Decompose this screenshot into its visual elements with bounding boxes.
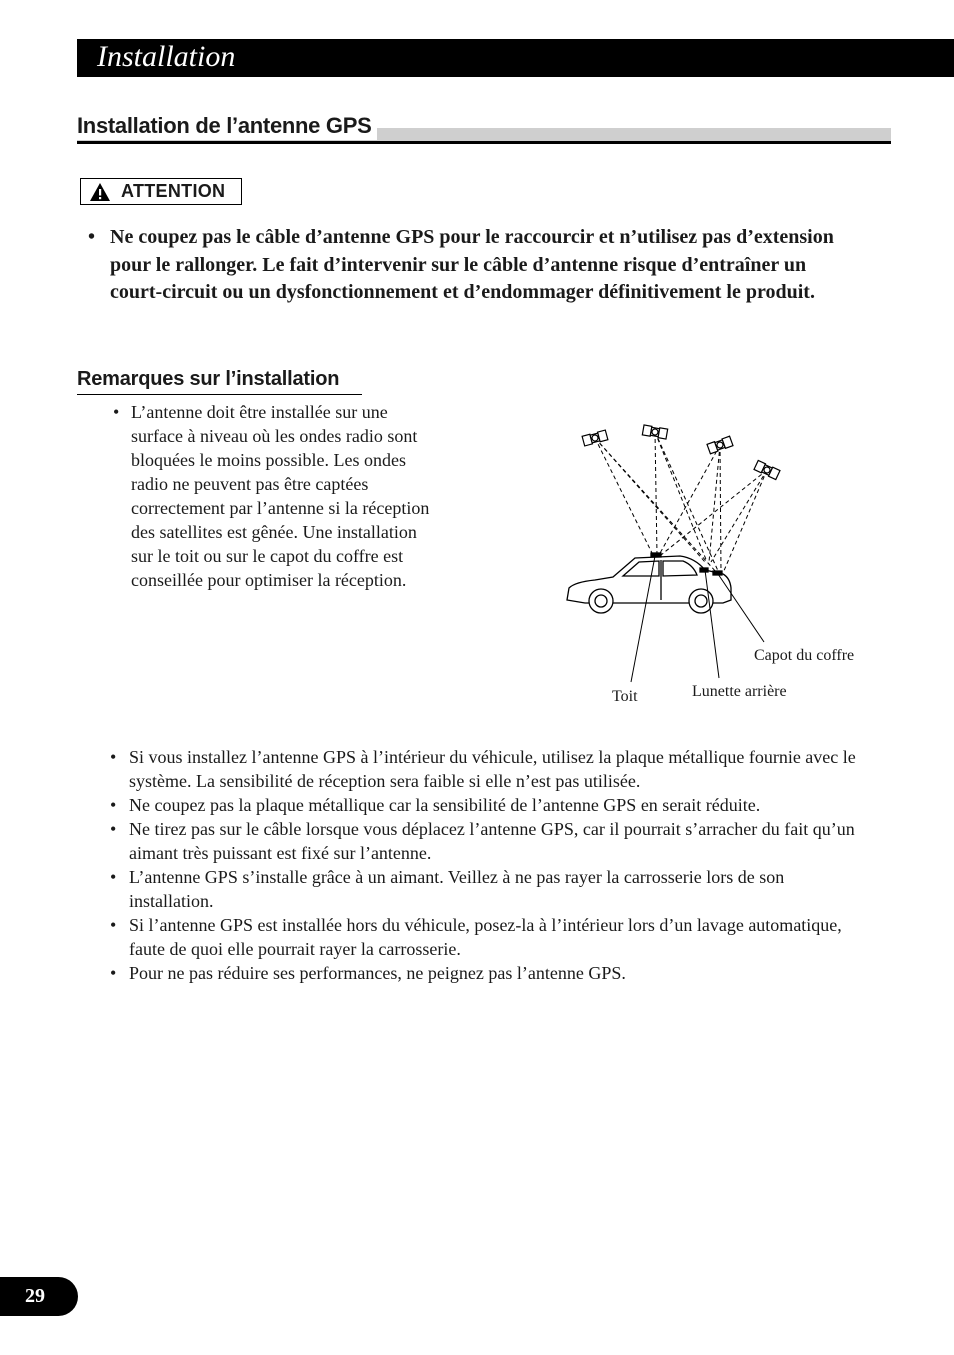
list-item — [110, 745, 870, 793]
remarks-text: L’antenne doit être installée sur une surface à niveau où les ondes radio sont bloquées le moins possible. Les ondes radio ne peuvent pas être captées correctement par l’antenne si la réception des satellites est gênée. Une installation sur le toit ou sur le capot du coffre est conseillée pour optimiser la réception. — [131, 402, 430, 590]
antenna-placement-diagram — [555, 410, 885, 710]
label-roof: Toit — [612, 688, 638, 705]
bullet: • — [88, 226, 96, 248]
list-item-text: Si l’antenne GPS est installée hors du véhicule, posez-la à l’intérieur lors d’un lavage automatique, faute de quoi elle pourrait rayer la carrosserie. — [129, 915, 842, 959]
list-item — [110, 817, 870, 865]
remarks-item — [113, 400, 443, 592]
heading-rule — [77, 141, 891, 144]
label-rear-window: Lunette arrière — [692, 683, 787, 700]
list-item — [110, 913, 870, 961]
list-item-text: L’antenne GPS s’installe grâce à un aimant. Veillez à ne pas rayer la carrosserie lors de son installation. — [129, 867, 785, 911]
attention-label: ATTENTION — [121, 181, 226, 201]
section-title: Installation de l’antenne GPS — [77, 112, 377, 140]
list-item-text: Pour ne pas réduire ses performances, ne peignez pas l’antenne GPS. — [129, 963, 626, 983]
bullet: • — [110, 747, 117, 767]
list-item — [110, 865, 870, 913]
chapter-header-bar — [77, 39, 954, 77]
list-item-text: Ne coupez pas la plaque métallique car la sensibilité de l’antenne GPS en serait réduite. — [129, 795, 761, 815]
attention-box — [80, 178, 242, 205]
installation-notes-list — [110, 745, 870, 985]
bullet: • — [113, 402, 120, 422]
bullet: • — [110, 963, 117, 983]
bullet: • — [110, 915, 117, 935]
section-heading — [77, 112, 891, 148]
list-item-text: Ne tirez pas sur le câble lorsque vous déplacez l’antenne GPS, car il pourrait s’arracher du fait qu’un aimant très puissant est fixé sur l’antenne. — [129, 819, 855, 863]
list-item — [110, 793, 870, 817]
page-number: 29 — [0, 1277, 78, 1316]
caution-text: Ne coupez pas le câble d’antenne GPS pour le raccourcir et n’utilisez pas d’extension pour le rallonger. Le fait d’intervenir sur le câble d’antenne risque d’entraîner un court-circuit ou un dysfonctionnement et d’endommager définitivement le produit. — [110, 226, 834, 303]
warning-triangle-icon — [89, 182, 111, 202]
bullet: • — [110, 795, 117, 815]
list-item-text: Si vous installez l’antenne GPS à l’intérieur du véhicule, utilisez la plaque métallique fournie avec le système. La sensibilité de réception sera faible si elle n’est pas utilisée. — [129, 747, 856, 791]
label-trunk: Capot du coffre — [754, 647, 855, 664]
remarks-heading: Remarques sur l’installation — [77, 365, 362, 395]
list-item — [110, 961, 870, 985]
caution-item — [88, 224, 848, 307]
chapter-title: Installation — [97, 40, 236, 73]
bullet: • — [110, 819, 117, 839]
car-satellite-illustration — [555, 410, 885, 710]
bullet: • — [110, 867, 117, 887]
